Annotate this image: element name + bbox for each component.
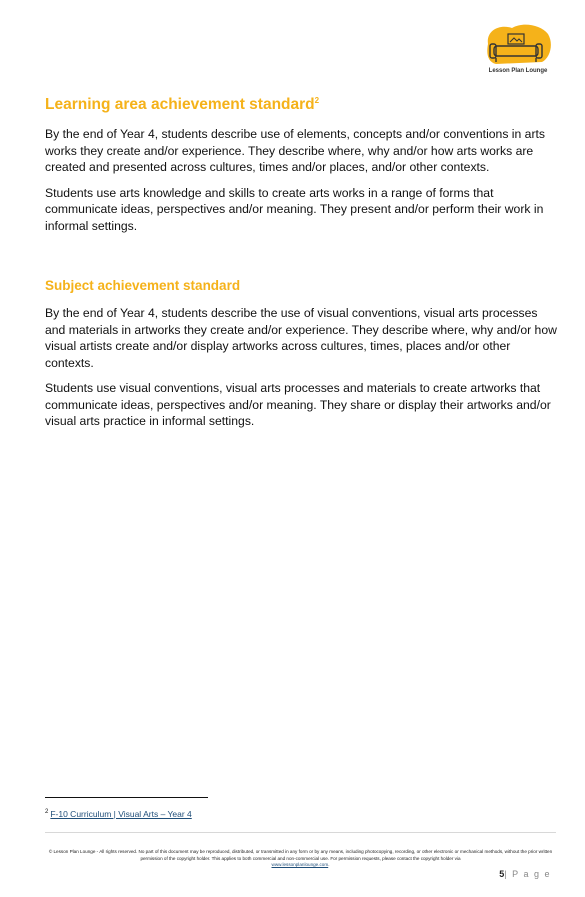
footnote-link[interactable]: F-10 Curriculum | Visual Arts – Year 4 [50,809,192,819]
paragraph: By the end of Year 4, students describe the use of visual conventions, visual arts processes and materials in artworks they create and/or experience. They describe where, why and/or how visual artists create and/or display artworks across cultures, times, places and/or other contexts. [45,306,557,370]
footnote-number: 2 [45,809,49,816]
footer-divider [45,832,556,833]
page-label: | P a g e [504,869,551,879]
logo-text: Lesson Plan Lounge [488,68,548,74]
paragraph: By the end of Year 4, students describe use of elements, concepts and/or conventions in arts works they create and/or experience. They describe where, why and/or how arts works are created and presented across cultures, times and/or places, and/or other contexts. [45,127,545,175]
footnote-divider [45,797,208,798]
page-number: 5| P a g e [499,869,551,879]
main-content [45,96,557,439]
website-link[interactable]: www.lessonplanlounge.com [271,862,329,868]
copyright-notice: © Lesson Plan Lounge - All rights reserved. No part of this document may be reproduced, distributed, or transmitted in any form or by any means, including photocopying, recording, or other electronic or mechanical methods, without the prior written permission of the copyright holder. This applies to both commercial and non-commercial use. For permission requests, please contact the copyright holder via www.lessonplanlounge.com. [48,849,553,868]
footnote [45,809,192,819]
section-title-learning-area: Learning area achievement standard$^2$ [45,96,320,114]
section-title-subject: Subject achievement standard [45,278,241,294]
paragraph: Students use arts knowledge and skills to create arts works in a range of forms that communicate ideas, perspectives and/or meaning. They present and/or perform their work in informal settings. [45,185,544,233]
footnote-ref[interactable]: 2 [314,96,320,105]
paragraph: Students use visual conventions, visual arts processes and materials to create artworks that communicate ideas, perspectives and/or meaning. They share or display their artworks and/or visual arts practice in informal settings. [45,381,551,429]
